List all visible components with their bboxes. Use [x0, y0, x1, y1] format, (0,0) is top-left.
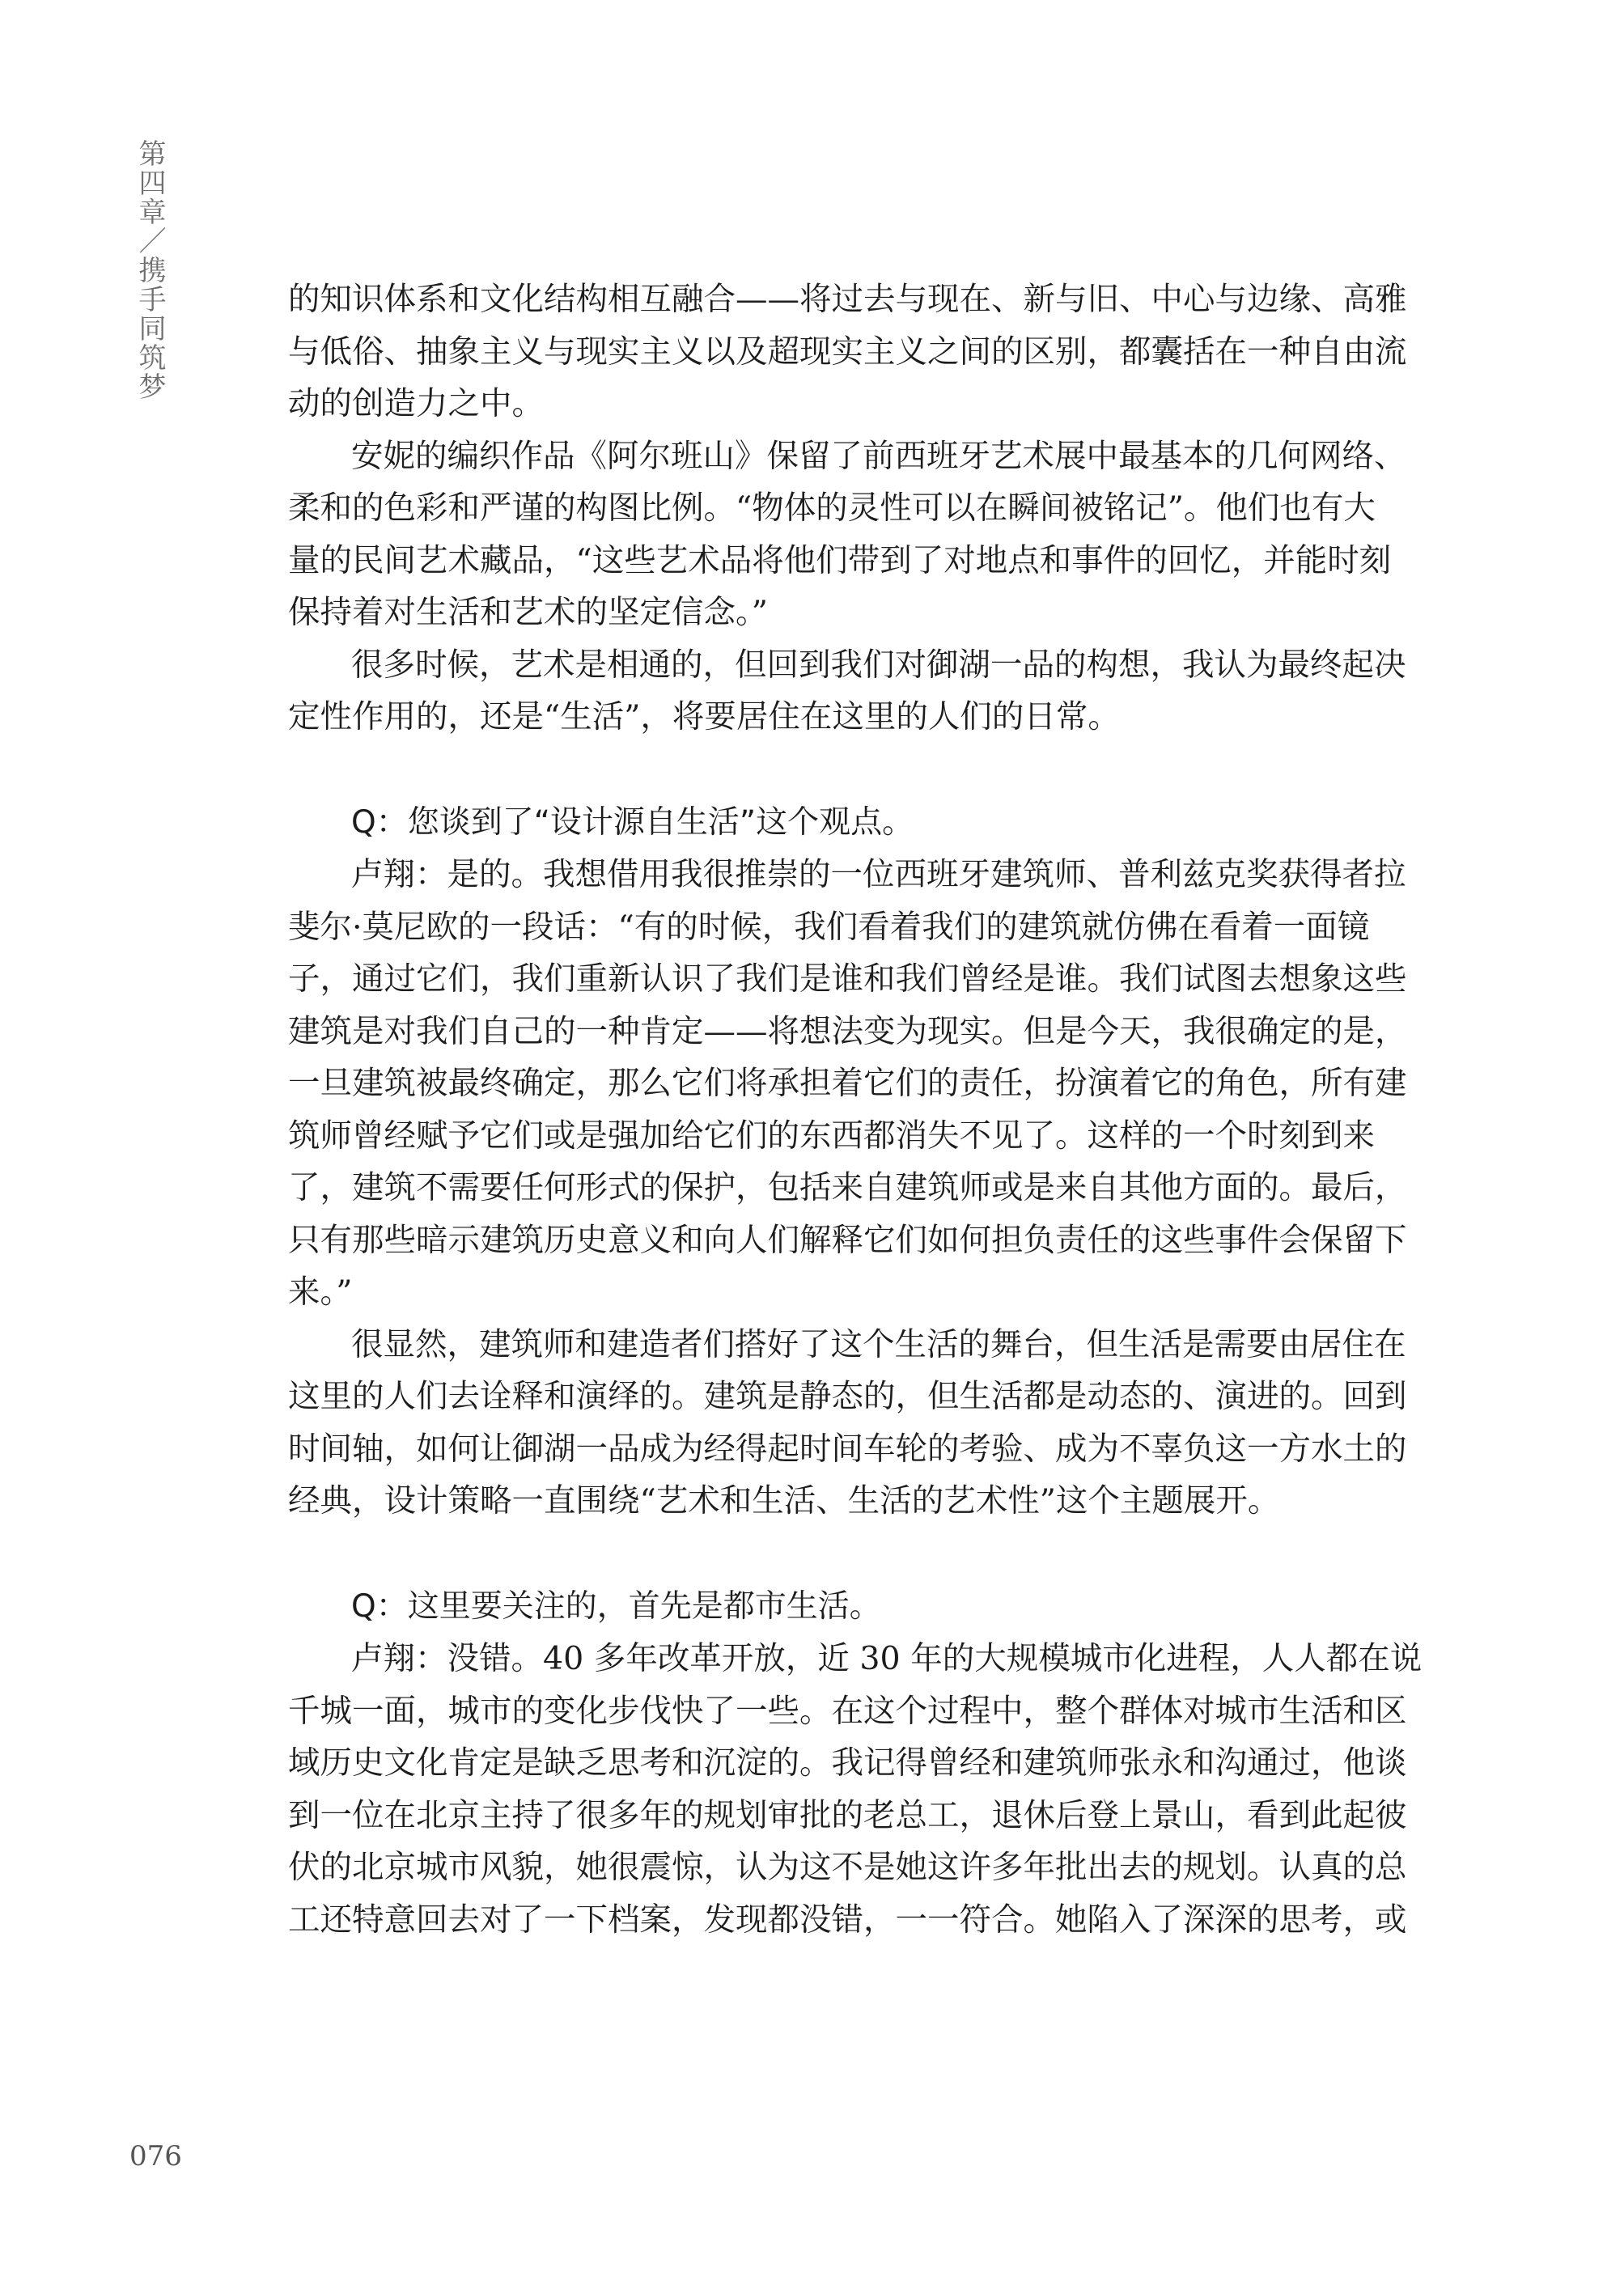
body-text	[288, 273, 1423, 1946]
text-line: 与低俗、抽象主义与现实主义以及超现实主义之间的区别，都囊括在一种自由流	[288, 333, 1407, 371]
paragraph	[288, 849, 1407, 1319]
paragraph	[288, 639, 1406, 744]
text-line: 建筑是对我们自己的一种肯定——将想法变为现实。但是今天，我很确定的是，	[288, 1012, 1407, 1050]
section-gap	[288, 1528, 1350, 1581]
text-line: 伏的北京城市风貌，她很震惊，认为这不是她这许多年批出去的规划。认真的总	[288, 1849, 1407, 1886]
paragraph	[288, 430, 1406, 639]
text-line: 域历史文化肯定是缺乏思考和沉淀的。我记得曾经和建筑师张永和沟通过，他谈	[288, 1744, 1407, 1782]
text-line: 的知识体系和文化结构相互融合——将过去与现在、新与旧、中心与边缘、高雅	[288, 281, 1407, 318]
text-line: 只有那些暗示建筑历史意义和向人们解释它们如何担负责任的这些事件会保留下	[288, 1221, 1407, 1259]
text-line: 筑师曾经赋予它们或是强加给它们的东西都消失不见了。这样的一个时刻到来	[288, 1117, 1375, 1155]
text-line: 很显然，建筑师和建造者们搭好了这个生活的舞台，但生活是需要由居住在	[351, 1325, 1406, 1363]
page-number: 076	[129, 2140, 182, 2172]
text-line: 经典，设计策略一直围绕“艺术和生活、生活的艺术性”这个主题展开。	[288, 1482, 1280, 1519]
section-urban-life	[288, 1581, 1423, 1947]
text-line: 了，建筑不需要任何形式的保护，包括来自建筑师或是来自其他方面的。最后，	[288, 1169, 1407, 1206]
paragraph	[288, 1633, 1423, 1946]
running-head: 第四章／携手同筑梦	[134, 139, 166, 401]
text-line: 保持着对生活和艺术的坚定信念。”	[288, 594, 768, 631]
text-line: 卢翔：是的。我想借用我很推崇的一位西班牙建筑师、普利兹克奖获得者拉	[351, 856, 1406, 893]
text-line: 这里的人们去诠释和演绎的。建筑是静态的，但生活都是动态的、演进的。回到	[288, 1378, 1407, 1415]
text-line: 到一位在北京主持了很多年的规划审批的老总工，退休后登上景山，看到此起彼	[288, 1796, 1407, 1834]
text-line: 时间轴，如何让御湖一品成为经得起时间车轮的考验、成为不辜负这一方水土的	[288, 1430, 1407, 1468]
text-line: 一旦建筑被最终确定，那么它们将承担着它们的责任，扮演着它的角色，所有建	[288, 1065, 1407, 1102]
question-heading: Q：这里要关注的，首先是都市生活。	[351, 1587, 881, 1625]
question-heading: Q：您谈到了“设计源自生活”这个观点。	[351, 803, 914, 841]
text-line: 安妮的编织作品《阿尔班山》保留了前西班牙艺术展中最基本的几何网络、	[351, 437, 1406, 475]
text-line: 柔和的色彩和严谨的构图比例。“物体的灵性可以在瞬间被铭记”。他们也有大	[288, 490, 1376, 527]
text-line: 千城一面，城市的变化步伐快了一些。在这个过程中，整个群体对城市生活和区	[288, 1692, 1407, 1730]
text-line: 工还特意回去对了一下档案，发现都没错，一一符合。她陷入了深深的思考，或	[288, 1901, 1407, 1939]
section-gap	[288, 744, 1350, 797]
text-line: 卢翔：没错。40 多年改革开放，近 30 年的大规模城市化进程，人人都在说	[351, 1640, 1423, 1677]
text-line: 定性作用的，还是“生活”，将要居住在这里的人们的日常。	[288, 698, 1120, 735]
section-design-from-life	[288, 797, 1407, 1528]
paragraph	[288, 1319, 1407, 1528]
text-line: 斐尔·莫尼欧的一段话：“有的时候，我们看着我们的建筑就仿佛在看着一面镜	[288, 908, 1370, 946]
text-line: 很多时候，艺术是相通的，但回到我们对御湖一品的构想，我认为最终起决	[351, 646, 1406, 684]
text-line: 动的创造力之中。	[288, 385, 544, 422]
paragraph	[288, 273, 1407, 430]
text-line: 子，通过它们，我们重新认识了我们是谁和我们曾经是谁。我们试图去想象这些	[288, 960, 1407, 998]
section-intro	[288, 273, 1407, 744]
text-line: 量的民间艺术藏品，“这些艺术品将他们带到了对地点和事件的回忆，并能时刻	[288, 541, 1392, 579]
text-line: 来。”	[288, 1274, 353, 1311]
